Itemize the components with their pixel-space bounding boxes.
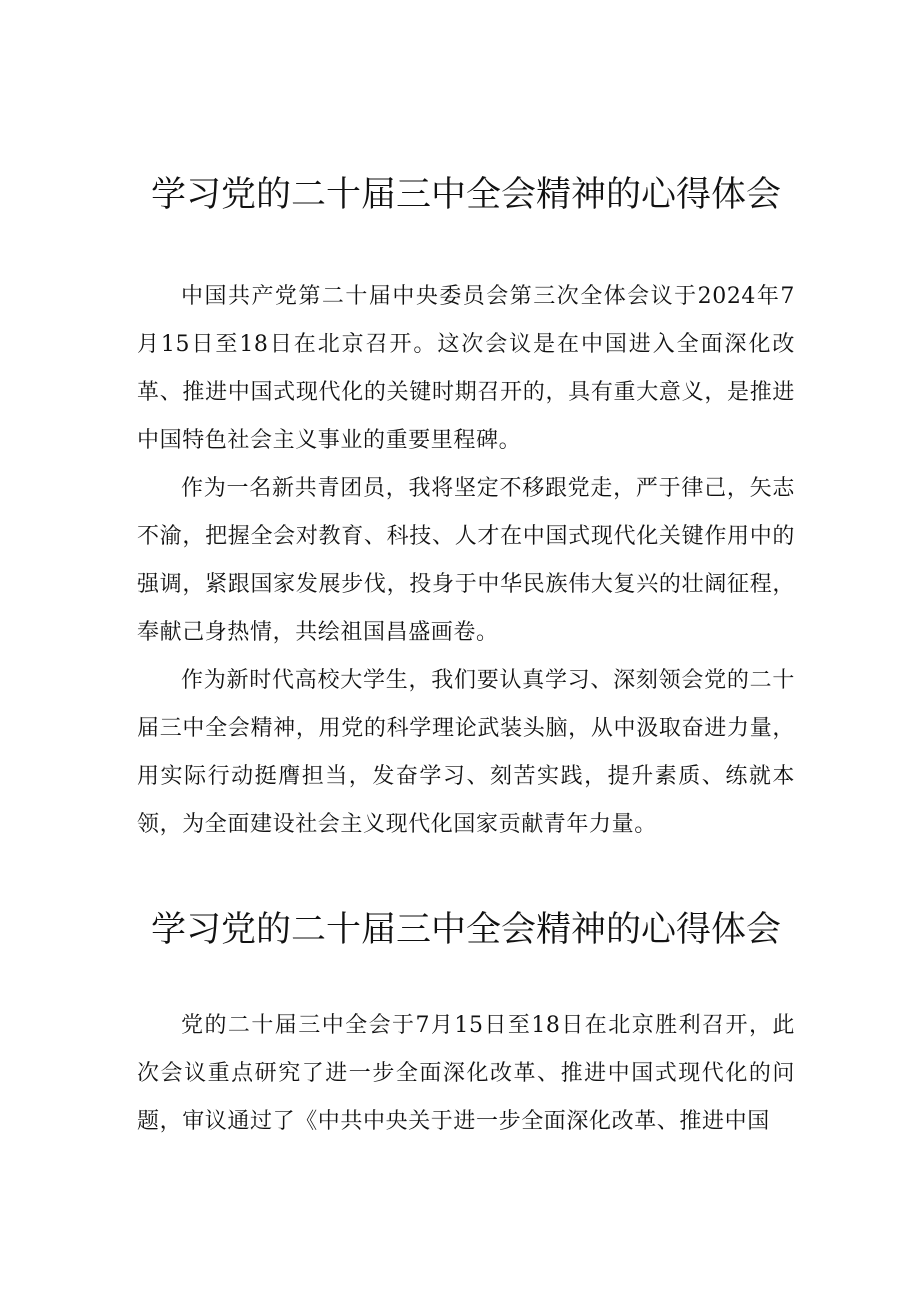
paragraph: 党的二十届三中全会于7月15日至18日在北京胜利召开，此次会议重点研究了进一步全面深化改革、推进中国式现代化的问题，审议通过了《中共中央关于进一步全面深化改革、推进中国	[137, 1013, 795, 1134]
essay-section-2	[137, 900, 795, 1146]
essay-body	[137, 1002, 795, 1146]
essay-title: 学习党的二十届三中全会精神的心得体会	[150, 910, 781, 950]
essay-section-1	[137, 165, 795, 849]
essay-title: 学习党的二十届三中全会精神的心得体会	[150, 175, 781, 215]
paragraph: 作为新时代高校大学生，我们要认真学习、深刻领会党的二十届三中全会精神，用党的科学理论武装头脑，从中汲取奋进力量，用实际行动挺膺担当，发奋学习、刻苦实践，提升素质、练就本领，为全面建设社会主义现代化国家贡献青年力量。	[137, 668, 795, 837]
paragraph: 作为一名新共青团员，我将坚定不移跟党走，严于律己，矢志不渝，把握全会对教育、科技、人才在中国式现代化关键作用中的强调，紧跟国家发展步伐，投身于中华民族伟大复兴的壮阔征程，奉献己身热情，共绘祖国昌盛画卷。	[137, 476, 795, 645]
essay-body	[137, 273, 795, 849]
paragraph: 中国共产党第二十届中央委员会第三次全体会议于2024年7月15日至18日在北京召开。这次会议是在中国进入全面深化改革、推进中国式现代化的关键时期召开的，具有重大意义，是推进中国特色社会主义事业的重要里程碑。	[137, 284, 795, 453]
